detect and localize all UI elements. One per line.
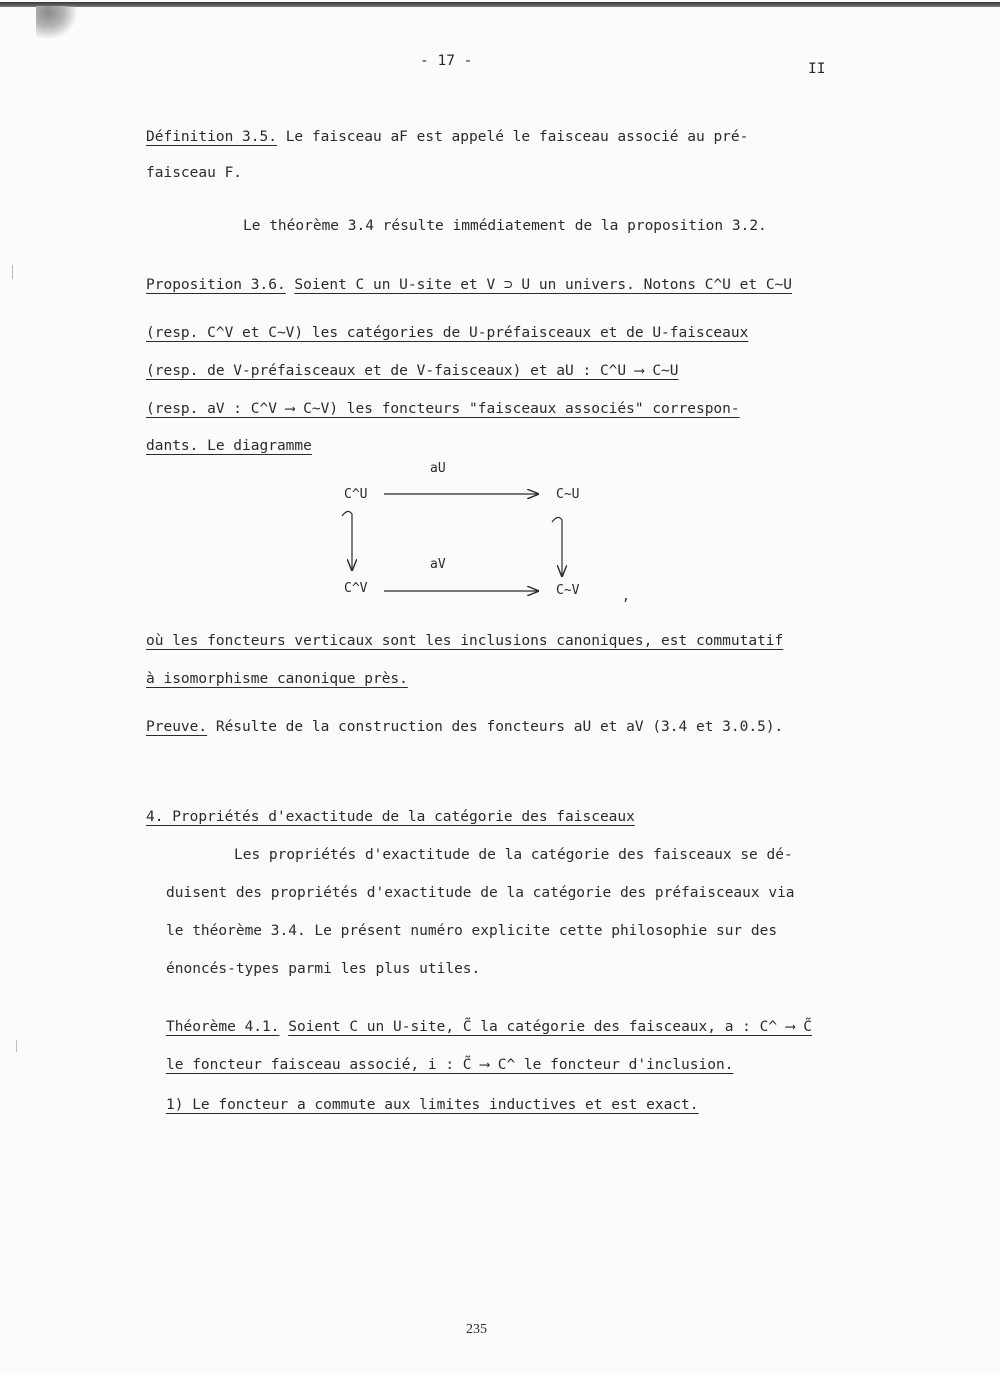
node-top-left: C^U — [344, 487, 368, 502]
section-paragraph-line-3: le théorème 3.4. Le présent numéro explicite cette philosophie sur des — [166, 923, 778, 939]
proposition-line-3: (resp. de V-préfaisceaux et de V-faisceaux) et aU : C^U ⟶ C~U — [146, 363, 679, 379]
node-bottom-left: C^V — [344, 581, 368, 596]
chapter-number: II — [808, 61, 826, 77]
theorem41-head: Théorème 4.1. — [166, 1019, 280, 1035]
scan-top-edge — [0, 2, 1000, 7]
proposition-head: Proposition 3.6. — [146, 277, 286, 293]
definition-line-1 — [146, 128, 748, 146]
scan-mark — [12, 265, 13, 279]
theorem-reference: Le théorème 3.4 résulte immédiatement de la proposition 3.2. — [243, 218, 767, 234]
section-title: 4. Propriétés d'exactitude de la catégorie des faisceaux — [146, 809, 635, 825]
scan-corner-shadow — [36, 6, 76, 38]
proof-body: Résulte de la construction des foncteurs aU et aV (3.4 et 3.0.5). — [215, 719, 784, 735]
diagram-trailing-comma: , — [622, 589, 630, 604]
proposition-body: Soient C un U-site et V ⊃ U un univers. Notons C^U et C~U — [294, 277, 793, 293]
proof-head: Preuve. — [146, 719, 208, 735]
theorem41-line-3: 1) Le foncteur a commute aux limites inductives et est exact. — [166, 1097, 699, 1113]
proposition-line-5: dants. Le diagramme — [146, 438, 312, 454]
proof-line — [146, 718, 783, 736]
proposition-line-2: (resp. C^V et C~V) les catégories de U-préfaisceaux et de U-faisceaux — [146, 325, 749, 341]
conclusion-line-2: à isomorphisme canonique près. — [146, 671, 408, 687]
top-arrow-label: aU — [430, 461, 446, 476]
section-paragraph-line-4: énoncés-types parmi les plus utiles. — [166, 961, 481, 977]
node-top-right: C~U — [556, 487, 580, 502]
theorem41-body: Soient C un U-site, C̃ la catégorie des faisceaux, a : C^ ⟶ C̃ — [288, 1019, 813, 1035]
left-inclusion-arrow — [342, 511, 352, 570]
definition-head: Définition 3.5. — [146, 129, 277, 145]
page-label: - 17 - — [420, 53, 473, 69]
commutative-diagram — [330, 450, 630, 620]
page-number: 235 — [466, 1322, 487, 1337]
definition-line-2: faisceau F. — [146, 165, 243, 181]
proposition-line-4: (resp. aV : C^V ⟶ C~V) les foncteurs "faisceaux associés" correspon- — [146, 401, 740, 417]
right-inclusion-arrow — [552, 517, 562, 576]
node-bottom-right: C~V — [556, 583, 580, 598]
proposition-line-1 — [146, 276, 792, 294]
theorem41-line-1 — [166, 1018, 812, 1036]
conclusion-line-1: où les foncteurs verticaux sont les inclusions canoniques, est commutatif — [146, 633, 784, 649]
scan-mark — [16, 1040, 17, 1052]
section-paragraph-line-1: Les propriétés d'exactitude de la catégorie des faisceaux se dé- — [234, 847, 793, 863]
theorem41-line-2: le foncteur faisceau associé, i : C̃ ⟶ C^ le foncteur d'inclusion. — [166, 1057, 734, 1073]
section-paragraph-line-2: duisent des propriétés d'exactitude de la catégorie des préfaisceaux via — [166, 885, 795, 901]
bottom-arrow-label: aV — [430, 557, 446, 572]
definition-body: Le faisceau aF est appelé le faisceau associé au pré- — [285, 129, 749, 145]
